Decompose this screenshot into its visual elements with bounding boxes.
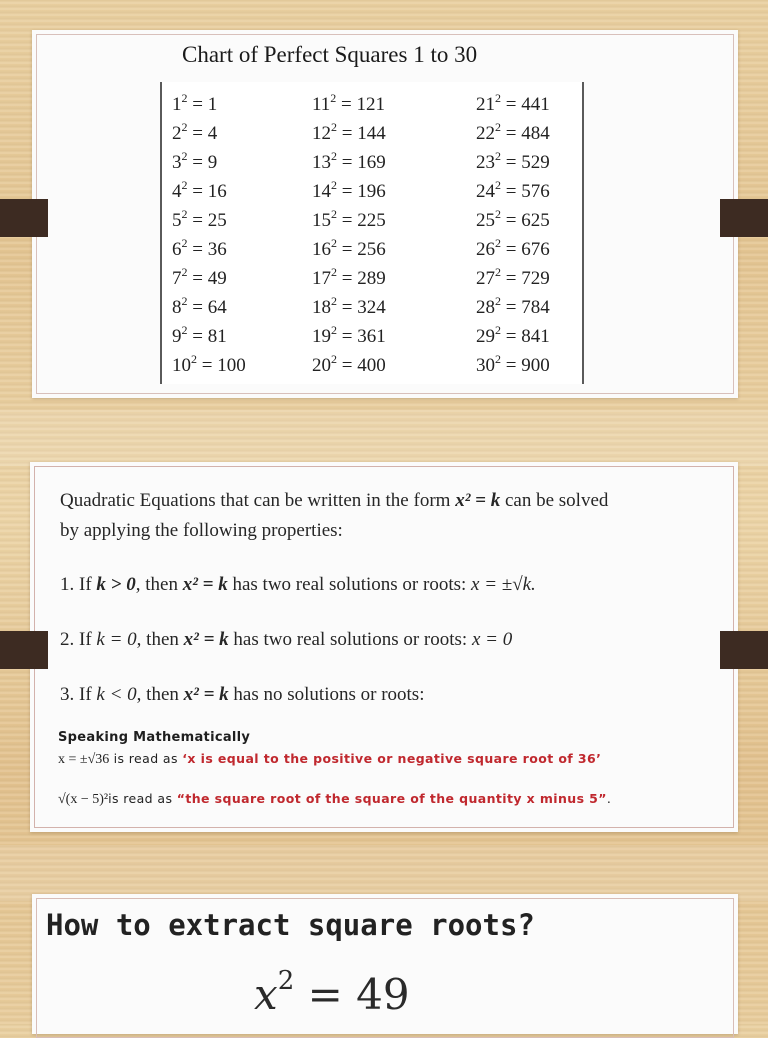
- square-base: 17: [312, 268, 331, 289]
- square-entry: [476, 235, 550, 264]
- square-base: 30: [476, 355, 495, 376]
- property-text: , then: [135, 574, 183, 595]
- square-result: = 576: [501, 181, 550, 202]
- square-entry: [172, 351, 246, 380]
- square-entry: [312, 264, 386, 293]
- square-entry: [172, 148, 246, 177]
- square-exponent: 2: [495, 207, 501, 221]
- square-result: = 784: [501, 297, 550, 318]
- square-result: = 289: [337, 268, 386, 289]
- binder-tab-left: [0, 199, 48, 237]
- speaking-example-1: [58, 751, 601, 768]
- square-exponent: 2: [331, 236, 337, 250]
- square-exponent: 2: [181, 120, 188, 134]
- square-exponent: 2: [331, 120, 337, 134]
- square-base: 19: [312, 326, 331, 347]
- property-3: [60, 684, 424, 706]
- square-exponent: 2: [495, 149, 501, 163]
- intro-text: Quadratic Equations that can be written in the form: [60, 490, 456, 511]
- property-1: [60, 574, 536, 596]
- property-number: 3. If: [60, 684, 97, 705]
- intro-line-2: by applying the following properties:: [60, 520, 343, 541]
- square-result: = 400: [337, 355, 386, 376]
- squares-column-1: [172, 90, 246, 380]
- square-exponent: 2: [181, 236, 188, 250]
- square-exponent: 2: [181, 91, 188, 105]
- example-math: √(x − 5)²: [58, 792, 109, 807]
- square-exponent: 2: [495, 91, 501, 105]
- example-connector: is read as: [108, 791, 177, 806]
- square-result: = 1: [187, 94, 218, 115]
- square-base: 1: [172, 94, 182, 115]
- squares-column-3: [476, 90, 550, 380]
- wood-grain: [0, 845, 768, 901]
- squares-column-2: [312, 90, 386, 380]
- intro-equation: x² = k: [455, 490, 501, 511]
- square-exponent: 2: [495, 352, 501, 366]
- speaking-mathematically-heading: Speaking Mathematically: [58, 730, 251, 745]
- square-base: 2: [172, 123, 182, 144]
- property-result: x = 0: [471, 629, 513, 650]
- square-entry: [476, 293, 550, 322]
- wood-grain: [0, 410, 768, 466]
- equation-value: = 49: [294, 970, 410, 1019]
- square-result: = 841: [501, 326, 550, 347]
- square-base: 23: [476, 152, 495, 173]
- square-result: = 441: [501, 94, 550, 115]
- square-entry: [172, 322, 246, 351]
- square-base: 5: [172, 210, 182, 231]
- square-result: = 100: [197, 355, 246, 376]
- property-description: has two real solutions or roots:: [227, 574, 472, 595]
- square-result: = 49: [187, 268, 227, 289]
- square-entry: [476, 177, 550, 206]
- square-result: = 9: [187, 152, 218, 173]
- square-result: = 225: [337, 210, 386, 231]
- intro-line-1: [60, 490, 608, 512]
- square-result: = 625: [501, 210, 550, 231]
- square-base: 15: [312, 210, 331, 231]
- square-entry: [172, 293, 246, 322]
- property-text: , then: [136, 684, 184, 705]
- property-text: , then: [136, 629, 184, 650]
- square-entry: [476, 206, 550, 235]
- square-base: 20: [312, 355, 331, 376]
- example-math: x = ±√36: [58, 752, 110, 767]
- square-base: 8: [172, 297, 182, 318]
- square-entry: [476, 351, 550, 380]
- square-exponent: 2: [331, 207, 337, 221]
- square-entry: [172, 206, 246, 235]
- chart-title: Chart of Perfect Squares 1 to 30: [182, 42, 478, 67]
- square-exponent: 2: [495, 236, 501, 250]
- square-result: = 81: [187, 326, 227, 347]
- property-description: has two real solutions or roots:: [228, 629, 472, 650]
- property-result: x = ±√k.: [471, 574, 536, 595]
- square-exponent: 2: [181, 149, 188, 163]
- binder-tab-right: [720, 199, 768, 237]
- square-entry: [312, 177, 386, 206]
- square-result: = 729: [501, 268, 550, 289]
- slide-extract-square-roots: [32, 894, 738, 1034]
- square-base: 3: [172, 152, 182, 173]
- slide-perfect-squares: [32, 30, 738, 398]
- square-entry: [172, 177, 246, 206]
- square-result: = 529: [501, 152, 550, 173]
- binder-tab-right: [720, 631, 768, 669]
- square-result: = 900: [501, 355, 550, 376]
- property-equation: x² = k: [183, 629, 229, 650]
- square-exponent: 2: [181, 323, 188, 337]
- square-base: 29: [476, 326, 495, 347]
- example-connector: is read as: [109, 751, 183, 766]
- slide-quadratic-properties: [30, 462, 738, 832]
- square-base: 7: [172, 268, 182, 289]
- example-reading: ‘x is equal to the positive or negative square root of 36’: [182, 751, 602, 766]
- square-base: 28: [476, 297, 495, 318]
- square-base: 10: [172, 355, 191, 376]
- square-entry: [172, 235, 246, 264]
- intro-text-end: can be solved: [500, 490, 609, 511]
- property-condition: k = 0: [96, 629, 137, 650]
- square-entry: [312, 90, 386, 119]
- square-result: = 196: [337, 181, 386, 202]
- square-exponent: 2: [495, 178, 501, 192]
- square-base: 13: [312, 152, 331, 173]
- property-equation: x² = k: [183, 684, 229, 705]
- square-entry: [476, 119, 550, 148]
- equation-exponent: 2: [277, 966, 295, 996]
- square-exponent: 2: [331, 149, 337, 163]
- square-exponent: 2: [495, 323, 501, 337]
- square-result: = 4: [187, 123, 218, 144]
- square-exponent: 2: [331, 178, 337, 192]
- property-equation: x² = k: [182, 574, 228, 595]
- property-condition: k < 0: [96, 684, 137, 705]
- square-exponent: 2: [331, 323, 337, 337]
- square-exponent: 2: [331, 352, 337, 366]
- square-base: 27: [476, 268, 495, 289]
- property-number: 1. If: [60, 574, 97, 595]
- property-condition: k > 0: [96, 574, 136, 595]
- square-base: 25: [476, 210, 495, 231]
- square-base: 6: [172, 239, 182, 260]
- example-period: .: [606, 791, 612, 806]
- square-base: 24: [476, 181, 495, 202]
- square-exponent: 2: [495, 120, 501, 134]
- square-result: = 16: [187, 181, 227, 202]
- square-result: = 121: [336, 94, 386, 115]
- square-base: 9: [172, 326, 182, 347]
- square-exponent: 2: [181, 265, 188, 279]
- square-result: = 484: [501, 123, 550, 144]
- square-base: 26: [476, 239, 495, 260]
- square-base: 4: [172, 181, 182, 202]
- equation-variable: x: [254, 970, 278, 1019]
- square-entry: [312, 119, 386, 148]
- square-result: = 256: [337, 239, 386, 260]
- square-entry: [312, 235, 386, 264]
- square-base: 21: [476, 94, 495, 115]
- square-entry: [476, 90, 550, 119]
- square-exponent: 2: [181, 178, 188, 192]
- square-exponent: 2: [181, 207, 188, 221]
- square-base: 11: [312, 94, 331, 115]
- square-base: 12: [312, 123, 331, 144]
- square-entry: [312, 206, 386, 235]
- square-exponent: 2: [330, 91, 337, 105]
- square-result: = 64: [187, 297, 227, 318]
- square-base: 16: [312, 239, 331, 260]
- square-entry: [172, 90, 246, 119]
- square-entry: [172, 264, 246, 293]
- speaking-example-2: [58, 791, 611, 808]
- square-exponent: 2: [495, 294, 501, 308]
- property-number: 2. If: [60, 629, 97, 650]
- square-exponent: 2: [495, 265, 501, 279]
- property-2: [60, 629, 512, 651]
- square-entry: [312, 293, 386, 322]
- square-exponent: 2: [191, 352, 197, 366]
- example-reading: “the square root of the square of the quantity x minus 5”: [176, 791, 607, 806]
- perfect-squares-table: [160, 82, 584, 384]
- square-entry: [312, 351, 386, 380]
- square-entry: [476, 264, 550, 293]
- property-description: has no solutions or roots:: [228, 684, 425, 705]
- square-base: 14: [312, 181, 331, 202]
- square-result: = 169: [337, 152, 386, 173]
- square-exponent: 2: [331, 294, 337, 308]
- square-entry: [172, 119, 246, 148]
- square-base: 18: [312, 297, 331, 318]
- binder-tab-left: [0, 631, 48, 669]
- square-entry: [312, 148, 386, 177]
- square-exponent: 2: [181, 294, 188, 308]
- square-entry: [312, 322, 386, 351]
- square-result: = 25: [187, 210, 227, 231]
- slide-title: How to extract square roots?: [46, 908, 535, 942]
- square-entry: [476, 322, 550, 351]
- example-equation: [254, 966, 410, 1019]
- square-result: = 324: [337, 297, 386, 318]
- square-exponent: 2: [331, 265, 337, 279]
- square-result: = 36: [187, 239, 227, 260]
- square-entry: [476, 148, 550, 177]
- square-result: = 144: [337, 123, 386, 144]
- square-result: = 676: [501, 239, 550, 260]
- square-result: = 361: [337, 326, 386, 347]
- square-base: 22: [476, 123, 495, 144]
